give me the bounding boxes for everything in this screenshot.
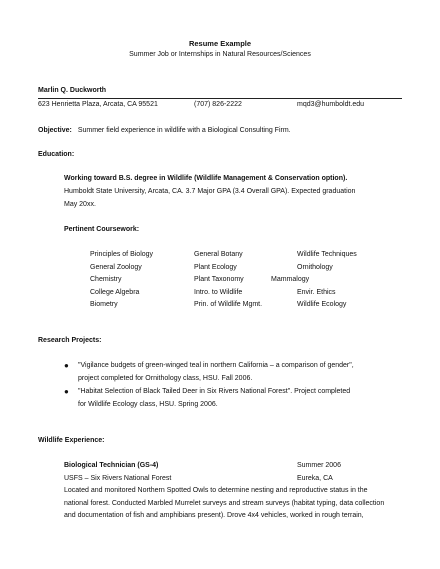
job-description-line: and documentation of fish and amphibians present). Drove 4x4 vehicles, worked in rough terrain, [64, 512, 364, 519]
objective-text: Summer field experience in wildlife with a Biological Consulting Firm. [77, 127, 291, 134]
applicant-name: Marlin Q. Duckworth [38, 87, 107, 94]
objective-section [38, 127, 291, 136]
job-date: Summer 2006 [297, 462, 341, 469]
research-item-line: "Vigilance budgets of green-winged teal in northern California – a comparison of gender", [78, 362, 354, 369]
job-title: Biological Technician (GS-4) [64, 462, 159, 469]
bullet-icon: ● [64, 387, 69, 396]
course-item: Intro. to Wildlife [194, 289, 243, 296]
course-item: College Algebra [90, 289, 140, 296]
job-description-line: Located and monitored Northern Spotted Owls to determine nesting and reproductive status in the [64, 487, 368, 494]
experience-label: Wildlife Experience: [38, 437, 105, 444]
course-item: Biometry [90, 301, 118, 308]
course-item: Mammalogy [271, 276, 310, 283]
header-divider [38, 98, 402, 99]
bullet-icon: ● [64, 361, 69, 370]
applicant-phone: (707) 826-2222 [194, 101, 242, 108]
course-item: Wildlife Ecology [297, 301, 347, 308]
coursework-label: Pertinent Coursework: [64, 226, 140, 233]
course-item: General Zoology [90, 264, 142, 271]
education-label: Education: [38, 151, 75, 158]
course-item: Wildlife Techniques [297, 251, 357, 258]
education-line-1: Humboldt State University, Arcata, CA. 3.7 Major GPA (3.4 Overall GPA). Expected graduation [64, 188, 356, 195]
job-description-line: national forest. Conducted Marbled Murrelet surveys and stream surveys (habitat typing, data collection [64, 500, 385, 507]
course-item: Plant Taxonomy [194, 276, 244, 283]
page-subtitle: Summer Job or Internships in Natural Resources/Sciences [129, 51, 311, 58]
education-degree: Working toward B.S. degree in Wildlife (Wildlife Management & Conservation option). [64, 175, 348, 182]
course-item: Plant Ecology [194, 264, 237, 271]
research-item-line: "Habitat Selection of Black Tailed Deer in Six Rivers National Forest". Project completed [78, 388, 351, 395]
applicant-email: mqd3@humboldt.edu [297, 101, 365, 108]
page-title: Resume Example [188, 39, 252, 48]
applicant-address: 623 Henrietta Plaza, Arcata, CA 95521 [38, 101, 158, 108]
course-item: Prin. of Wildlife Mgmt. [194, 301, 263, 308]
job-employer: USFS – Six Rivers National Forest [64, 475, 172, 482]
course-item: Envir. Ethics [297, 289, 336, 296]
objective-label: Objective: [38, 127, 72, 134]
course-item: Principles of Biology [90, 251, 154, 258]
course-item: Ornithology [297, 264, 333, 271]
course-item: Chemistry [90, 276, 122, 283]
research-item-line: for Wildlife Ecology class, HSU. Spring 2006. [78, 401, 218, 408]
course-item: General Botany [194, 251, 243, 258]
research-label: Research Projects: [38, 337, 102, 344]
education-line-2: May 20xx. [64, 201, 96, 208]
job-location: Eureka, CA [297, 475, 333, 482]
research-item-line: project completed for Ornithology class, HSU. Fall 2006. [78, 375, 253, 382]
